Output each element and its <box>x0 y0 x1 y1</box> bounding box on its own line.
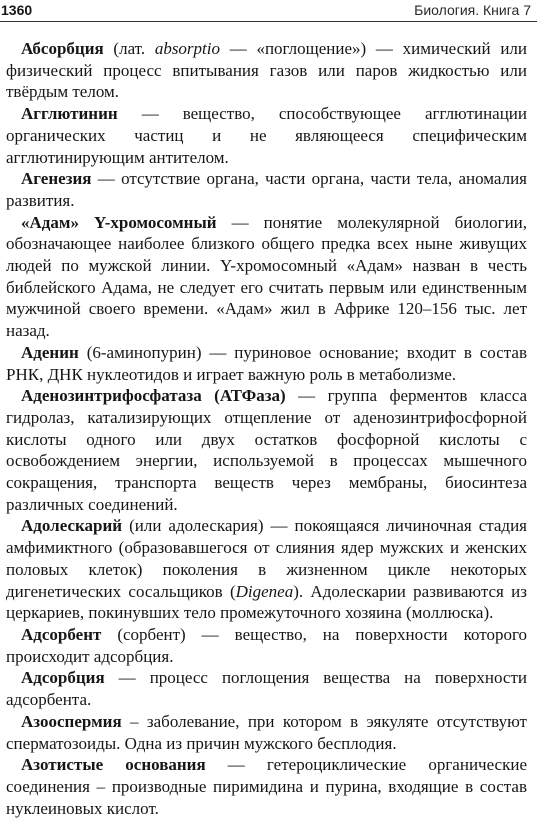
glossary-entry-atpase <box>6 385 527 515</box>
entry-text: — гетероциклические органические соединения – производные пиримидина и пурина, входящие в состав нуклеиновых кислот. <box>6 755 528 818</box>
entry-term: Адсорбент <box>21 624 102 644</box>
entry-term: «Адам» Y-хромосомный <box>21 212 217 232</box>
entry-text: (или адолескария) — покоящаяся личиночная стадия амфимиктного (образовавшегося от слияния ядер мужских и женских половых клеток) поколения в жизненном цикле некоторых дигенетических сосальщиков ( <box>6 516 527 601</box>
glossary-entry-agglutinin <box>6 103 527 168</box>
entry-term: Адсорбция <box>21 668 105 688</box>
glossary-entry-adsorption <box>6 667 527 710</box>
entry-text: — вещество, способствующее агглютинации органических частиц и не являющееся специфическим агглютинирующим антителом. <box>6 104 527 167</box>
glossary-entries <box>6 38 527 819</box>
glossary-entry-absorption <box>6 38 527 103</box>
page-number: 1360 <box>1 2 33 18</box>
entry-latin-term: absorptio <box>154 39 220 58</box>
glossary-entry-y-adam <box>6 212 527 342</box>
entry-term: Абсорбция <box>21 39 104 58</box>
entry-term: Аденозинтрифосфатаза (АТФаза) <box>21 386 286 406</box>
entry-term: Азооспермия <box>21 711 122 731</box>
glossary-entry-azoospermia <box>6 711 527 754</box>
entry-text: (6-аминопурин) — пуриновое основание; входит в состав РНК, ДНК нуклеотидов и играет важную роль в метаболизме. <box>6 342 527 384</box>
header-rule <box>0 21 537 22</box>
entry-term: Агглютинин <box>21 104 118 124</box>
entry-text: — отсутствие органа, части органа, части тела, аномалия развития. <box>6 169 527 210</box>
entry-term: Азотистые основания <box>21 755 206 775</box>
entry-text: – заболевание, при котором в эякуляте отсутствуют сперматозоиды. Одна из причин мужского бесплодия. <box>6 711 527 753</box>
entry-text: — понятие молекулярной биологии, обозначающее наиболее близкого общего предка всех ныне живущих людей по мужской линии. Y-хромосомный «Адам» назван в честь библейского Адама, не следует его считать первым или единственным мужчиной своего времени. «Адам» жил в Африке 120–156 тыс. лет назад. <box>6 212 528 341</box>
entry-text: — процесс поглощения вещества на поверхности адсорбента. <box>6 668 527 710</box>
glossary-entry-adsorbent <box>6 624 527 667</box>
glossary-entry-adenine <box>6 342 527 385</box>
entry-latin-term: Digenea <box>235 581 294 601</box>
entry-term: Аденин <box>21 342 79 362</box>
entry-text: ). Адолескарии развиваются из церкариев, покинувших тело промежуточного хозяина (моллюска). <box>6 581 527 623</box>
entry-text: (сорбент) — вещество, на поверхности которого происходит адсорбция. <box>6 624 527 666</box>
running-head: Биология. Книга 7 <box>414 2 531 18</box>
entry-term: Агенезия <box>21 169 92 189</box>
page-header <box>0 0 537 23</box>
glossary-entry-adolescaria <box>6 515 527 624</box>
entry-text: — группа ферментов класса гидролаз, катализирующих отщепление от аденозинтрифосфорной кислоты одного или двух остатков фосфорной кислоты с освобождением энергии, используемой в процессах мышечного сокращения, транспорта веществ через мембраны, биосинтеза различных соединений. <box>6 386 527 514</box>
entry-text: — «поглощение») — химический или физический процесс впитывания газов или паров жидкостью или твёрдым телом. <box>6 39 527 102</box>
glossary-entry-nitrogenous-bases <box>6 754 527 819</box>
entry-text: (лат. <box>103 39 155 58</box>
glossary-entry-agenesis <box>6 168 527 211</box>
entry-term: Адолескарий <box>21 516 123 536</box>
